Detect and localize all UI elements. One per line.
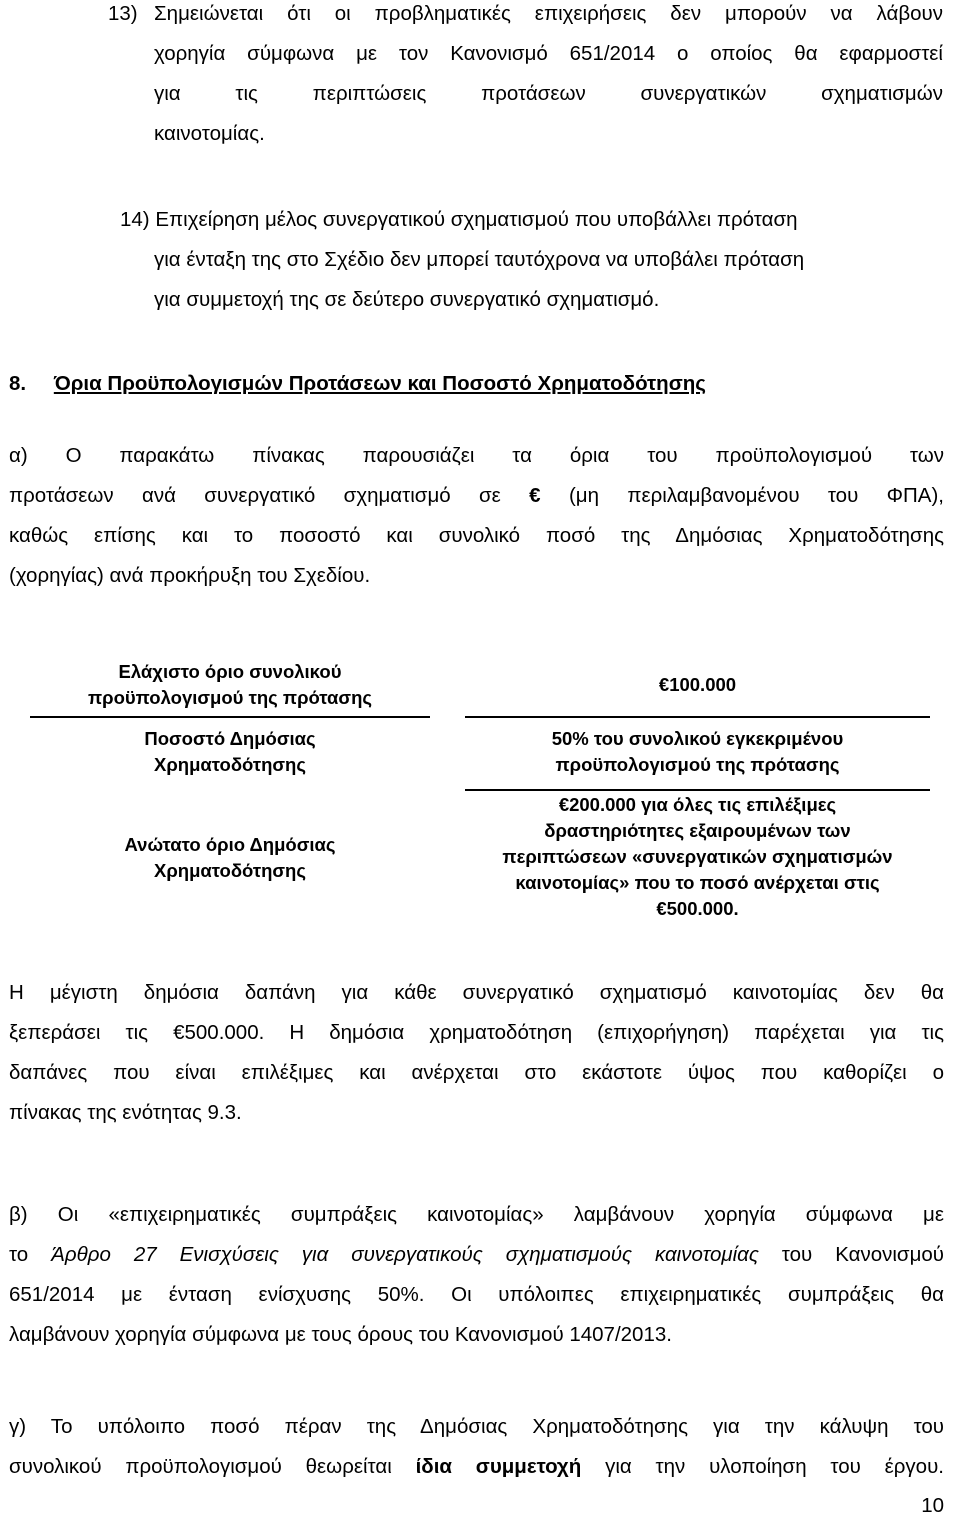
- item-13-line: καινοτομίας.: [154, 122, 265, 145]
- table-rule: [30, 716, 430, 718]
- paragraph-max-spending: [9, 973, 944, 1133]
- table-value-cell: €200.000 για όλες τις επιλέξιμες δραστηριότητες εξαιρουμένων των περιπτώσεων «συνεργατικών σχηματισμών καινοτομίας» που το ποσό ανέρχεται στις €500.000.: [502, 794, 893, 919]
- own-contribution: ίδια συμμετοχή: [415, 1455, 582, 1478]
- paragraph-c-line: γ) Το υπόλοιπο ποσό πέραν της Δημόσιας Χρηματοδότησης για την κάλυψη του: [9, 1415, 944, 1438]
- paragraph-b: [9, 1195, 944, 1355]
- section-number: 8.: [9, 372, 27, 395]
- paragraph-c: [9, 1407, 944, 1487]
- euro-symbol: €: [529, 484, 541, 507]
- table-label-cell: Ποσοστό Δημόσιας Χρηματοδότησης: [144, 728, 316, 775]
- article-reference: Άρθρο 27 Ενισχύσεις για συνεργατικούς σχηματισμούς καινοτομίας: [51, 1243, 759, 1266]
- paragraph-b-line: β) Οι «επιχειρηματικές συμπράξεις καινοτομίας» λαμβάνουν χορηγία σύμφωνα με: [9, 1203, 944, 1226]
- page-number: 10: [921, 1494, 944, 1517]
- paragraph-b-line: το Άρθρο 27 Ενισχύσεις για συνεργατικούς σχηματισμούς καινοτομίας του Κανονισμού: [9, 1243, 944, 1266]
- table-label-cell: Ανώτατο όριο Δημόσιας Χρηματοδότησης: [124, 834, 336, 881]
- paragraph-c-line: συνολικού προϋπολογισμού θεωρείται ίδια συμμετοχή για την υλοποίηση του έργου.: [9, 1455, 944, 1478]
- paragraph-max-line: δαπάνες που είναι επιλέξιμες και ανέρχεται στο εκάστοτε ύψος που καθορίζει ο: [9, 1061, 944, 1084]
- item-13-line: για τις περιπτώσεις προτάσεων συνεργατικών σχηματισμών: [154, 82, 943, 105]
- paragraph-b-line: 651/2014 με ένταση ενίσχυσης 50%. Οι υπόλοιπες επιχειρηματικές συμπράξεις θα: [9, 1283, 944, 1306]
- paragraph-a-line: καθώς επίσης και το ποσοστό και συνολικό ποσό της Δημόσιας Χρηματοδότησης: [9, 524, 944, 547]
- paragraph-a: [9, 436, 944, 596]
- item-13-line: χορηγία σύμφωνα με τον Κανονισμό 651/2014 ο οποίος θα εφαρμοστεί: [154, 42, 943, 65]
- item-13-line: Σημειώνεται ότι οι προβληματικές επιχειρήσεις δεν μπορούν να λάβουν: [154, 2, 943, 25]
- item-14-line: για συμμετοχή της σε δεύτερο συνεργατικό σχηματισμό.: [154, 288, 660, 311]
- table-rule: [465, 789, 930, 791]
- table-value-cell: 50% του συνολικού εγκεκριμένου προϋπολογισμού της πρότασης: [551, 728, 844, 775]
- item-13: [108, 0, 943, 154]
- item-14: [120, 200, 943, 320]
- item-14-line: 14) Επιχείρηση μέλος συνεργατικού σχηματισμού που υποβάλλει πρόταση: [120, 208, 798, 231]
- section-title: Όρια Προϋπολογισμών Προτάσεων και Ποσοστό Χρηματοδότησης: [53, 372, 706, 395]
- item-14-line: για ένταξη της στο Σχέδιο δεν μπορεί ταυτόχρονα να υποβάλει πρόταση: [154, 248, 805, 271]
- section-heading: [9, 364, 939, 404]
- paragraph-b-line: λαμβάνουν χορηγία σύμφωνα με τους όρους του Κανονισμού 1407/2013.: [9, 1323, 672, 1346]
- paragraph-a-line: (χορηγίας) ανά προκήρυξη του Σχεδίου.: [9, 564, 371, 587]
- table-value-cell: €100.000: [658, 674, 737, 695]
- paragraph-max-line: Η μέγιστη δημόσια δαπάνη για κάθε συνεργατικό σχηματισμό καινοτομίας δεν θα: [9, 981, 944, 1004]
- table-rule: [465, 716, 930, 718]
- paragraph-max-line: ξεπεράσει τις €500.000. Η δημόσια χρηματοδότηση (επιχορήγηση) παρέχεται για τις: [9, 1021, 944, 1044]
- item-13-number: 13): [108, 2, 138, 25]
- table-label-cell: Ελάχιστο όριο συνολικού προϋπολογισμού της πρότασης: [87, 661, 372, 708]
- paragraph-a-line: α) Ο παρακάτω πίνακας παρουσιάζει τα όρια του προϋπολογισμού των: [9, 444, 944, 467]
- paragraph-a-line: προτάσεων ανά συνεργατικό σχηματισμό σε € (μη περιλαμβανομένου του ΦΠΑ),: [9, 484, 944, 507]
- paragraph-max-line: πίνακας της ενότητας 9.3.: [9, 1101, 242, 1124]
